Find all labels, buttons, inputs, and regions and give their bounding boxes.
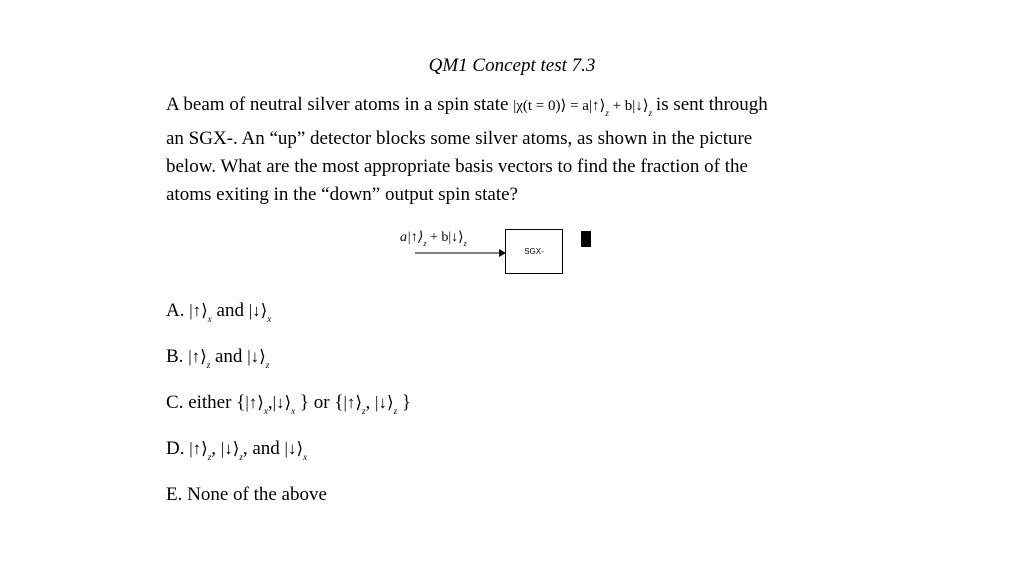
option-join-word: and — [215, 346, 243, 367]
ket-down: |↓⟩ — [272, 393, 292, 412]
ket-sub: x — [267, 314, 272, 324]
beam-label-down: + b|↓⟩ — [429, 230, 464, 245]
comma: , — [267, 392, 273, 413]
option-letter: E. — [166, 484, 183, 505]
ket-down: |↓⟩ — [247, 347, 266, 366]
initial-state-expression — [513, 98, 656, 118]
ket-sub: x — [263, 406, 268, 416]
ket-down: |↓⟩ — [284, 439, 304, 458]
comma: , — [365, 392, 371, 413]
ket-up: |↑⟩ — [189, 439, 208, 458]
state-sub-1: z — [605, 108, 609, 118]
ket-up: |↑⟩ — [343, 393, 363, 412]
up-detector-blocker — [581, 231, 591, 247]
question-line-4: atoms exiting in the “down” output spin state? — [166, 184, 518, 205]
comma: , — [211, 438, 217, 459]
question-line-3: below. What are the most appropriate basis vectors to find the fraction of the — [166, 156, 748, 177]
option-c — [166, 392, 411, 416]
sgx-device-box — [505, 229, 563, 274]
state-expr-part1: |χ(t = 0)⟩ = a|↑⟩ — [513, 98, 606, 114]
ket-down: |↓⟩ — [375, 393, 394, 412]
option-d — [166, 438, 307, 462]
beam-sub-2: z — [463, 239, 467, 248]
option-text: } — [401, 392, 411, 413]
state-sub-2: z — [648, 108, 653, 118]
ket-sub: x — [303, 452, 308, 462]
option-letter: D. — [166, 438, 185, 459]
ket-sub: z — [265, 360, 270, 370]
ket-up: |↑⟩ — [245, 393, 264, 412]
beam-label-up: a|↑⟩ — [400, 230, 424, 245]
question-line-1 — [166, 94, 768, 118]
option-join-word: and — [216, 300, 244, 321]
option-e — [166, 484, 327, 506]
ket-up: |↑⟩ — [189, 301, 208, 320]
option-text: } or { — [299, 392, 344, 413]
question-line-2: an SGX-. An “up” detector blocks some silver atoms, as shown in the picture — [166, 128, 753, 149]
beam-sub-1: z — [423, 239, 427, 248]
ket-sub: x — [207, 314, 212, 324]
option-join-word: , and — [242, 438, 280, 459]
ket-down: |↓⟩ — [248, 301, 268, 320]
ket-sub: x — [291, 406, 296, 416]
option-b — [166, 346, 269, 370]
page-title: QM1 Concept test 7.3 — [428, 55, 596, 76]
ket-sub: z — [393, 406, 398, 416]
state-expr-part2: + b|↓⟩ — [612, 98, 649, 114]
ket-sub: z — [362, 406, 366, 416]
beam-arrow — [415, 246, 507, 260]
ket-sub: z — [239, 452, 243, 462]
ket-up: |↑⟩ — [188, 347, 207, 366]
sgx-device-label: SGX- — [524, 247, 544, 256]
question-text-tail: is sent through — [655, 94, 768, 115]
option-text: None of the above — [187, 484, 327, 505]
ket-down: |↓⟩ — [220, 439, 240, 458]
question-text-start: A beam of neutral silver atoms in a spin state — [166, 94, 509, 115]
option-letter: B. — [166, 346, 184, 367]
ket-sub: z — [206, 360, 211, 370]
option-text: either { — [188, 392, 246, 413]
option-a — [166, 300, 271, 324]
ket-sub: z — [207, 452, 212, 462]
option-letter: C. — [166, 392, 184, 413]
option-letter: A. — [166, 300, 185, 321]
